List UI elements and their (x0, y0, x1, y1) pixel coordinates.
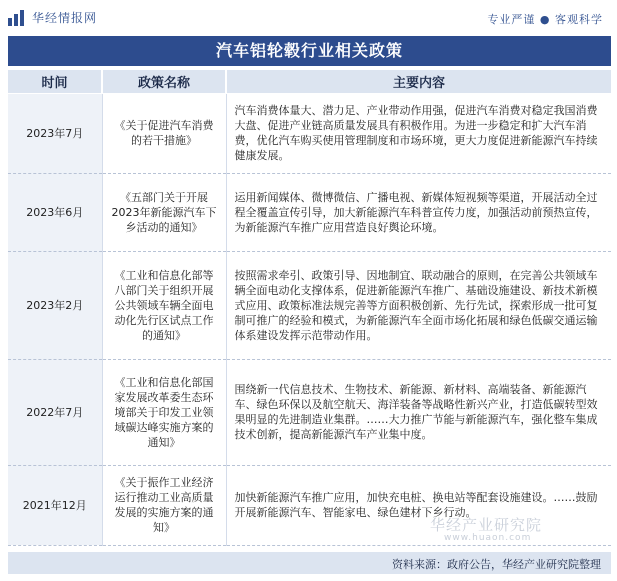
table-row (8, 251, 611, 359)
table-row (8, 173, 611, 251)
footer (8, 552, 611, 574)
cell-content: 汽车消费体量大、潜力足、产业带动作用强，促进汽车消费对稳定我国消费大盘、促进产业链高质量发展具有积极作用。为进一步稳定和扩大汽车消费，优化汽车购买使用管理制度和市场环境，更大力度促进新能源汽车持续健康发展。 (226, 93, 611, 173)
brand-name: 华经情报网 (32, 11, 98, 25)
brand (8, 9, 97, 26)
table-row (8, 93, 611, 173)
watermark-url: www.huaon.com (444, 533, 532, 543)
cell-content: 围绕新一代信息技术、生物技术、新能源、新材料、高端装备、新能源汽车、绿色环保以及航空航天、海洋装备等战略性新兴产业，打造低碳转型效果明显的先进制造业集群。……大力推广节能与新能源汽车，强化整车集成技术创新，提高新能源汽车产业集中度。 (226, 359, 611, 465)
cell-policy-name: 《工业和信息化部国家发展改革委生态环境部关于印发工业领域碳达峰实施方案的通知》 (102, 359, 226, 465)
page-title: 汽车铝轮毂行业相关政策 (8, 36, 611, 66)
cell-time: 2023年2月 (8, 251, 102, 359)
cell-content: 运用新闻媒体、微博微信、广播电视、新媒体短视频等渠道，开展活动全过程全覆盖宣传引导，加大新能源汽车科普宣传力度，加强活动前预热宣传，为新能源汽车推广应用营造良好舆论环境。 (226, 173, 611, 251)
table-row (8, 359, 611, 465)
policy-table (8, 70, 611, 546)
cell-policy-name: 《工业和信息化部等八部门关于组织开展公共领域车辆全面电动化先行区试点工作的通知》 (102, 251, 226, 359)
cell-policy-name: 《关于促进汽车消费的若干措施》 (102, 93, 226, 173)
cell-content: 加快新能源汽车推广应用，加快充电桩、换电站等配套设施建设。……鼓励开展新能源汽车、智能家电、绿色建材下乡行动。 (226, 465, 611, 545)
table-header-row (8, 70, 611, 93)
cell-time: 2021年12月 (8, 465, 102, 545)
column-header-policy-name: 政策名称 (102, 70, 226, 93)
cell-time: 2022年7月 (8, 359, 102, 465)
slogan: 专业严谨 ● 客观科学 (487, 13, 603, 26)
cell-time: 2023年6月 (8, 173, 102, 251)
source-note: 资料来源：政府公告，华经产业研究院整理 (392, 558, 601, 571)
cell-time: 2023年7月 (8, 93, 102, 173)
column-header-time: 时间 (8, 70, 102, 93)
cell-policy-name: 《关于振作工业经济运行推动工业高质量发展的实施方案的通知》 (102, 465, 226, 545)
bar-chart-logo-icon (8, 10, 26, 26)
watermark-text: 华经产业研究院 (430, 516, 543, 534)
top-bar (0, 0, 617, 34)
cell-policy-name: 《五部门关于开展2023年新能源汽车下乡活动的通知》 (102, 173, 226, 251)
column-header-content: 主要内容 (226, 70, 611, 93)
cell-content: 按照需求牵引、政策引导、因地制宜、联动融合的原则，在完善公共领域车辆全面电动化支撑体系，促进新能源汽车推广、基础设施建设、新技术新模式应用、政策标准法规完善等方面积极创新、先行先试，探索形成一批可复制可推广的经验和模式，为新能源汽车全面市场化拓展和绿色低碳交通运输体系建设发挥示范带动作用。 (226, 251, 611, 359)
